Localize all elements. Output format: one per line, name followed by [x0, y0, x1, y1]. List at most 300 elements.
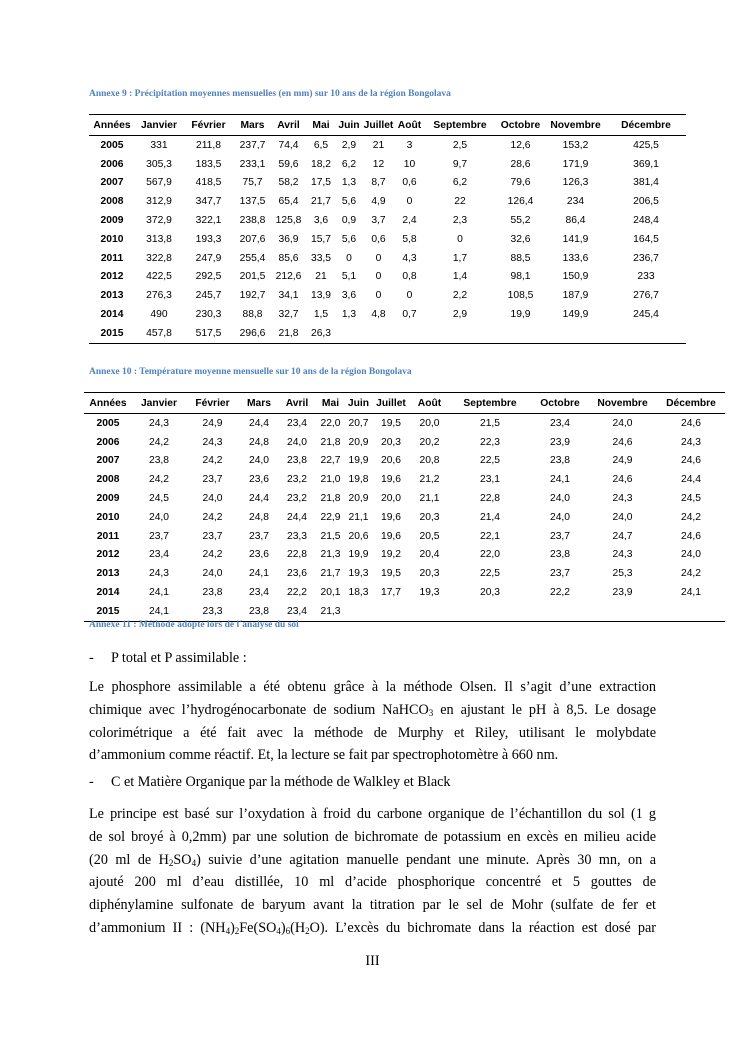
value-cell: 19,3 — [348, 568, 369, 580]
value-cell: 23,7 — [549, 568, 571, 580]
table-row — [89, 174, 686, 193]
text-span: (H — [290, 919, 306, 936]
annex-9-caption: Annexe 9 : Précipitation moyennes mensuelles (en mm) sur 10 ans de la région Bongolava — [89, 89, 451, 99]
year-cell: 2010 — [100, 233, 124, 245]
value-cell — [532, 602, 588, 621]
value-cell: 23,4 — [286, 417, 308, 429]
value-cell: 22 — [454, 196, 466, 208]
text-line: colorimétrique a été fait avec la méthode de Murphy et Riley, utilisant le molybdate — [89, 724, 656, 741]
column-header: Mars — [239, 393, 279, 414]
value-cell: 23,6 — [248, 474, 270, 486]
value-cell: 22,0 — [320, 417, 341, 429]
value-cell: 1,7 — [452, 252, 468, 264]
value-cell: 212,6 — [275, 271, 302, 283]
table-row — [84, 602, 725, 621]
value-cell: 24,6 — [612, 436, 633, 448]
value-cell: 2,9 — [341, 139, 357, 151]
value-cell: 418,5 — [195, 177, 222, 189]
value-cell: 24,3 — [148, 568, 170, 580]
value-cell: 245,4 — [633, 309, 659, 321]
value-cell: 22,1 — [479, 530, 501, 542]
year-cell: 2006 — [100, 158, 124, 170]
column-header: Novembre — [545, 115, 606, 136]
value-cell: 19,9 — [510, 309, 531, 321]
value-cell: 193,3 — [195, 233, 222, 245]
value-cell: 24,6 — [680, 530, 702, 542]
table-row — [84, 583, 725, 602]
column-header: Mars — [234, 115, 271, 136]
value-cell: 126,3 — [562, 177, 589, 189]
value-cell: 20,6 — [380, 455, 402, 467]
value-cell: 21,7 — [310, 196, 332, 208]
value-cell: 59,6 — [278, 158, 299, 170]
subscript: 6 — [285, 925, 291, 936]
value-cell: 34,1 — [278, 290, 299, 302]
value-cell: 23,8 — [549, 455, 571, 467]
value-cell: 10 — [403, 158, 416, 170]
value-cell: 74,4 — [278, 139, 299, 151]
value-cell: 24,3 — [148, 417, 170, 429]
table-row — [89, 249, 686, 268]
table-row — [84, 508, 725, 527]
value-cell: 23,6 — [248, 549, 270, 561]
column-header: Juillet — [362, 115, 395, 136]
table-row — [89, 211, 686, 230]
value-cell: 237,7 — [239, 139, 266, 151]
value-cell: 24,0 — [680, 549, 702, 561]
year-cell: 2012 — [96, 549, 120, 561]
value-cell: 238,8 — [239, 215, 266, 227]
value-cell: 24,5 — [148, 493, 170, 505]
value-cell: 24,1 — [680, 587, 702, 599]
value-cell: 5,1 — [341, 271, 357, 283]
value-cell: 0 — [406, 290, 413, 302]
table-row — [84, 527, 725, 546]
value-cell: 322,1 — [195, 215, 222, 227]
column-header: Juillet — [371, 393, 411, 414]
value-cell: 22,8 — [479, 493, 501, 505]
value-cell: 331 — [150, 139, 168, 151]
year-cell: 2009 — [96, 493, 120, 505]
value-cell: 23,4 — [248, 587, 270, 599]
value-cell — [336, 324, 362, 343]
text-span: en ajustant le pH à 8,5. Le dosage — [433, 701, 656, 718]
table-row — [84, 433, 725, 452]
value-cell: 24,2 — [202, 549, 223, 561]
value-cell: 3,7 — [371, 215, 386, 227]
value-cell — [395, 324, 424, 343]
value-cell: 425,5 — [633, 139, 659, 151]
value-cell: 0 — [406, 196, 413, 208]
table-row — [84, 489, 725, 508]
value-cell: 23,7 — [202, 474, 223, 486]
value-cell: 517,5 — [183, 324, 234, 343]
subscript: 4 — [276, 925, 281, 936]
value-cell: 2,5 — [452, 139, 468, 151]
value-cell: 24,0 — [612, 417, 633, 429]
value-cell: 150,9 — [562, 271, 589, 283]
column-header: Mai — [306, 115, 336, 136]
column-header: Juin — [346, 393, 371, 414]
value-cell: 0,6 — [371, 233, 386, 245]
value-cell: 24,4 — [248, 493, 270, 505]
column-header: Années — [84, 393, 132, 414]
value-cell: 20,8 — [419, 455, 440, 467]
value-cell: 88,8 — [242, 309, 263, 321]
value-cell: 23,7 — [549, 530, 571, 542]
value-cell: 23,8 — [148, 455, 170, 467]
value-cell: 21,5 — [320, 530, 341, 542]
precipitation-table — [89, 114, 686, 344]
value-cell: 233 — [637, 271, 655, 283]
value-cell: 24,6 — [612, 474, 633, 486]
column-header: Mai — [315, 393, 346, 414]
value-cell: 20,4 — [419, 549, 440, 561]
value-cell: 24,3 — [680, 436, 702, 448]
column-header: Décembre — [657, 393, 725, 414]
value-cell: 24,6 — [680, 455, 702, 467]
value-cell: 24,0 — [549, 511, 571, 523]
value-cell: 322,8 — [146, 252, 172, 264]
value-cell: 23,3 — [286, 530, 308, 542]
bullet-text: C et Matière Organique par la méthode de Walkley et Black — [111, 774, 451, 790]
column-header: Janvier — [132, 393, 186, 414]
value-cell: 422,5 — [146, 271, 172, 283]
value-cell: 2,3 — [452, 215, 468, 227]
value-cell: 0 — [346, 252, 352, 264]
value-cell: 0 — [375, 290, 382, 302]
value-cell — [371, 602, 411, 621]
value-cell: 153,2 — [562, 139, 589, 151]
value-cell: 21,8 — [271, 324, 306, 343]
text-line: de sol broyé à 0,2mm) par une solution de bichromate de potassium en excès en milieu acide — [89, 828, 656, 845]
table-row — [89, 155, 686, 174]
value-cell: 20,5 — [419, 530, 440, 542]
value-cell: 2,2 — [452, 290, 468, 302]
value-cell: 36,9 — [278, 233, 299, 245]
value-cell: 0 — [457, 233, 463, 245]
value-cell — [448, 602, 532, 621]
value-cell: 141,9 — [562, 233, 589, 245]
value-cell: 22,5 — [479, 455, 501, 467]
value-cell: 192,7 — [239, 290, 266, 302]
value-cell: 25,3 — [612, 568, 633, 580]
year-cell: 2010 — [96, 511, 120, 523]
column-header: Septembre — [448, 393, 532, 414]
value-cell — [362, 324, 395, 343]
value-cell: 23,9 — [612, 587, 633, 599]
text-span: (20 ml de H — [89, 851, 169, 868]
value-cell: 20,3 — [479, 587, 501, 599]
value-cell: 24,1 — [549, 474, 571, 486]
value-cell: 24,1 — [248, 568, 270, 580]
value-cell: 22,2 — [549, 587, 571, 599]
value-cell: 23,8 — [202, 587, 223, 599]
value-cell: 23,8 — [286, 455, 308, 467]
value-cell: 1,4 — [452, 271, 468, 283]
subscript: 4 — [191, 857, 197, 868]
value-cell: 24,0 — [248, 455, 270, 467]
value-cell: 19,6 — [380, 530, 402, 542]
value-cell: 13,9 — [310, 290, 332, 302]
value-cell: 23,4 — [279, 602, 315, 621]
value-cell: 23,7 — [202, 530, 223, 542]
value-cell — [346, 602, 371, 621]
value-cell: 2,4 — [402, 215, 417, 227]
value-cell: 17,7 — [380, 587, 402, 599]
value-cell: 24,0 — [202, 568, 223, 580]
value-cell: 24,2 — [148, 474, 170, 486]
value-cell: 369,1 — [633, 158, 659, 170]
value-cell: 255,4 — [239, 252, 266, 264]
value-cell: 23,7 — [148, 530, 170, 542]
value-cell: 24,2 — [680, 568, 702, 580]
bullet-p-total — [89, 650, 247, 667]
value-cell: 24,3 — [612, 493, 633, 505]
value-cell: 108,5 — [507, 290, 534, 302]
annex-11-caption: Annexe 11 : Méthode adopte lors de l´analyse du sol — [89, 620, 299, 630]
text-line: ajouté 200 ml d’eau distillée, 10 ml d’acide phosphorique concentré et 5 gouttes de — [89, 874, 656, 891]
value-cell: 24,7 — [612, 530, 633, 542]
value-cell: 19,5 — [380, 417, 402, 429]
value-cell: 372,9 — [146, 215, 172, 227]
value-cell: 20,1 — [320, 587, 341, 599]
value-cell: 23,8 — [239, 602, 279, 621]
value-cell: 24,9 — [612, 455, 633, 467]
year-cell: 2006 — [96, 436, 120, 448]
annex-10-caption: Annexe 10 : Température moyenne mensuelle sur 10 ans de la région Bongolava — [89, 367, 412, 377]
value-cell: 21,1 — [348, 511, 369, 523]
value-cell: 20,3 — [419, 568, 440, 580]
column-header: Années — [89, 115, 135, 136]
value-cell: 26,3 — [306, 324, 336, 343]
value-cell: 313,8 — [146, 233, 172, 245]
table-row — [89, 192, 686, 211]
value-cell: 22,9 — [320, 511, 341, 523]
value-cell — [588, 602, 657, 621]
value-cell: 23,7 — [248, 530, 270, 542]
column-header: Avril — [271, 115, 306, 136]
value-cell: 5,8 — [402, 233, 417, 245]
value-cell: 21 — [372, 139, 385, 151]
value-cell: 8,7 — [371, 177, 386, 189]
value-cell: 164,5 — [633, 233, 659, 245]
subscript: 3 — [428, 707, 434, 718]
value-cell: 24,2 — [680, 511, 702, 523]
text-line: Le principe est basé sur l’oxydation à froid du carbone organique de l’échantillon du sol (1 g — [89, 806, 656, 822]
value-cell: 20,3 — [380, 436, 402, 448]
value-cell: 22,8 — [286, 549, 308, 561]
value-cell: 567,9 — [146, 177, 172, 189]
value-cell: 0 — [375, 252, 382, 264]
value-cell: 24,0 — [549, 493, 571, 505]
value-cell: 187,9 — [562, 290, 589, 302]
value-cell: 18,2 — [310, 158, 332, 170]
year-cell: 2007 — [100, 177, 124, 189]
text-line — [89, 849, 656, 872]
year-cell: 2014 — [96, 587, 120, 599]
value-cell: 149,9 — [562, 309, 589, 321]
value-cell: 171,9 — [562, 158, 589, 170]
table-row — [89, 268, 686, 287]
column-header: Avril — [279, 393, 315, 414]
value-cell: 133,6 — [562, 252, 589, 264]
value-cell: 23,9 — [549, 436, 571, 448]
value-cell: 23,6 — [286, 568, 308, 580]
value-cell: 5,6 — [341, 196, 357, 208]
year-cell: 2008 — [96, 474, 120, 486]
value-cell: 65,4 — [278, 196, 299, 208]
value-cell: 6,2 — [341, 158, 357, 170]
value-cell: 5,6 — [341, 233, 357, 245]
year-cell: 2015 — [89, 324, 135, 343]
value-cell: 21,8 — [320, 493, 341, 505]
value-cell: 28,6 — [510, 158, 531, 170]
value-cell: 20,0 — [419, 417, 440, 429]
value-cell: 296,6 — [234, 324, 271, 343]
value-cell: 276,7 — [633, 290, 659, 302]
value-cell: 247,9 — [195, 252, 222, 264]
value-cell: 230,3 — [195, 309, 222, 321]
value-cell: 79,6 — [510, 177, 531, 189]
text-line — [89, 699, 656, 722]
value-cell: 24,9 — [202, 417, 223, 429]
value-cell: 24,2 — [148, 436, 170, 448]
value-cell: 0,9 — [341, 215, 357, 227]
value-cell: 24,0 — [286, 436, 308, 448]
value-cell: 21,1 — [419, 493, 440, 505]
value-cell: 22,2 — [286, 587, 308, 599]
value-cell: 20,7 — [348, 417, 369, 429]
value-cell: 0 — [375, 271, 382, 283]
year-cell: 2011 — [100, 252, 124, 264]
value-cell: 24,8 — [248, 436, 270, 448]
column-header: Août — [395, 115, 424, 136]
text-span: ) suivie d’une agitation manuelle pendant une minute. Après 30 mn, on a — [196, 851, 656, 868]
value-cell: 24,8 — [248, 511, 270, 523]
value-cell: 234 — [566, 196, 585, 208]
value-cell: 457,8 — [135, 324, 183, 343]
value-cell: 23,2 — [286, 493, 308, 505]
value-cell: 9,7 — [452, 158, 468, 170]
text-span: Fe(SO — [239, 919, 277, 936]
value-cell: 245,7 — [195, 290, 222, 302]
value-cell: 24,5 — [680, 493, 702, 505]
value-cell: 20,6 — [348, 530, 369, 542]
value-cell: 23,8 — [549, 549, 571, 561]
column-header: Janvier — [135, 115, 183, 136]
value-cell: 0,7 — [402, 309, 417, 321]
column-header: Février — [186, 393, 239, 414]
value-cell: 24,0 — [202, 493, 223, 505]
value-cell: 33,5 — [310, 252, 332, 264]
value-cell: 20,9 — [348, 493, 369, 505]
column-header: Décembre — [606, 115, 686, 136]
value-cell: 24,4 — [286, 511, 308, 523]
value-cell: 15,7 — [310, 233, 332, 245]
value-cell: 21,3 — [320, 549, 341, 561]
value-cell: 12 — [372, 158, 385, 170]
value-cell: 183,5 — [195, 158, 222, 170]
value-cell: 21,7 — [320, 568, 341, 580]
table-row — [84, 470, 725, 489]
table-row — [89, 324, 686, 343]
value-cell: 23,1 — [479, 474, 501, 486]
value-cell — [545, 324, 606, 343]
value-cell: 3,6 — [341, 290, 357, 302]
value-cell: 24,6 — [680, 417, 702, 429]
value-cell — [606, 324, 686, 343]
value-cell: 1,3 — [341, 177, 357, 189]
value-cell: 3,6 — [313, 215, 329, 227]
bullet-dash: - — [89, 650, 94, 666]
value-cell: 17,5 — [310, 177, 332, 189]
value-cell: 19,9 — [348, 549, 369, 561]
page-number: III — [365, 953, 380, 969]
value-cell: 126,4 — [507, 196, 534, 208]
value-cell: 19,5 — [380, 568, 402, 580]
value-cell — [657, 602, 725, 621]
column-header: Septembre — [424, 115, 496, 136]
value-cell: 490 — [150, 309, 168, 321]
value-cell: 24,3 — [612, 549, 633, 561]
bullet-carbone — [89, 774, 451, 791]
value-cell: 24,4 — [680, 474, 702, 486]
bullet-dash: - — [89, 774, 94, 790]
text-line: diphénylamine sulfonate de baryum avant la titration par le sel de Mohr (sulfate de fer et — [89, 897, 656, 914]
value-cell: 21,4 — [479, 511, 501, 523]
value-cell: 55,2 — [510, 215, 531, 227]
value-cell: 6,2 — [452, 177, 468, 189]
value-cell: 233,1 — [239, 158, 266, 170]
text-line — [89, 917, 656, 940]
subscript: 2 — [168, 857, 174, 868]
year-cell: 2013 — [100, 290, 124, 302]
value-cell: 24,1 — [148, 587, 170, 599]
value-cell: 24,2 — [202, 455, 223, 467]
year-cell: 2012 — [100, 271, 124, 283]
text-span: O). L’excès du bichromate dans la réaction est dosé par — [309, 919, 656, 936]
year-cell: 2011 — [96, 530, 120, 542]
table-header-row — [84, 393, 725, 414]
table-row — [84, 414, 725, 433]
value-cell: 19,9 — [348, 455, 369, 467]
text-line: d’ammonium comme réactif. Et, la lecture se fait par spectrophotomètre à 660 nm. — [89, 747, 559, 764]
value-cell: 6,5 — [313, 139, 329, 151]
value-cell: 1,3 — [341, 309, 357, 321]
value-cell: 21,8 — [320, 436, 341, 448]
text-span: ) — [230, 919, 235, 936]
value-cell: 24,3 — [202, 436, 223, 448]
value-cell: 2,9 — [452, 309, 468, 321]
value-cell: 24,4 — [248, 417, 270, 429]
table-row — [84, 546, 725, 565]
value-cell: 22,7 — [320, 455, 341, 467]
value-cell: 75,7 — [242, 177, 263, 189]
value-cell: 24,0 — [148, 511, 170, 523]
value-cell: 137,5 — [239, 196, 266, 208]
value-cell: 22,5 — [479, 568, 501, 580]
value-cell: 206,5 — [633, 196, 659, 208]
value-cell: 24,0 — [612, 511, 633, 523]
value-cell: 125,8 — [275, 215, 302, 227]
value-cell: 19,6 — [380, 474, 402, 486]
value-cell: 4,9 — [371, 196, 386, 208]
year-cell: 2013 — [96, 568, 120, 580]
text-line: Le phosphore assimilable a été obtenu grâce à la méthode Olsen. Il s’agit d’une extraction — [89, 679, 656, 695]
value-cell: 276,3 — [146, 290, 172, 302]
text-span: chimique avec l’hydrogénocarbonate de sodium NaHCO — [89, 701, 429, 718]
